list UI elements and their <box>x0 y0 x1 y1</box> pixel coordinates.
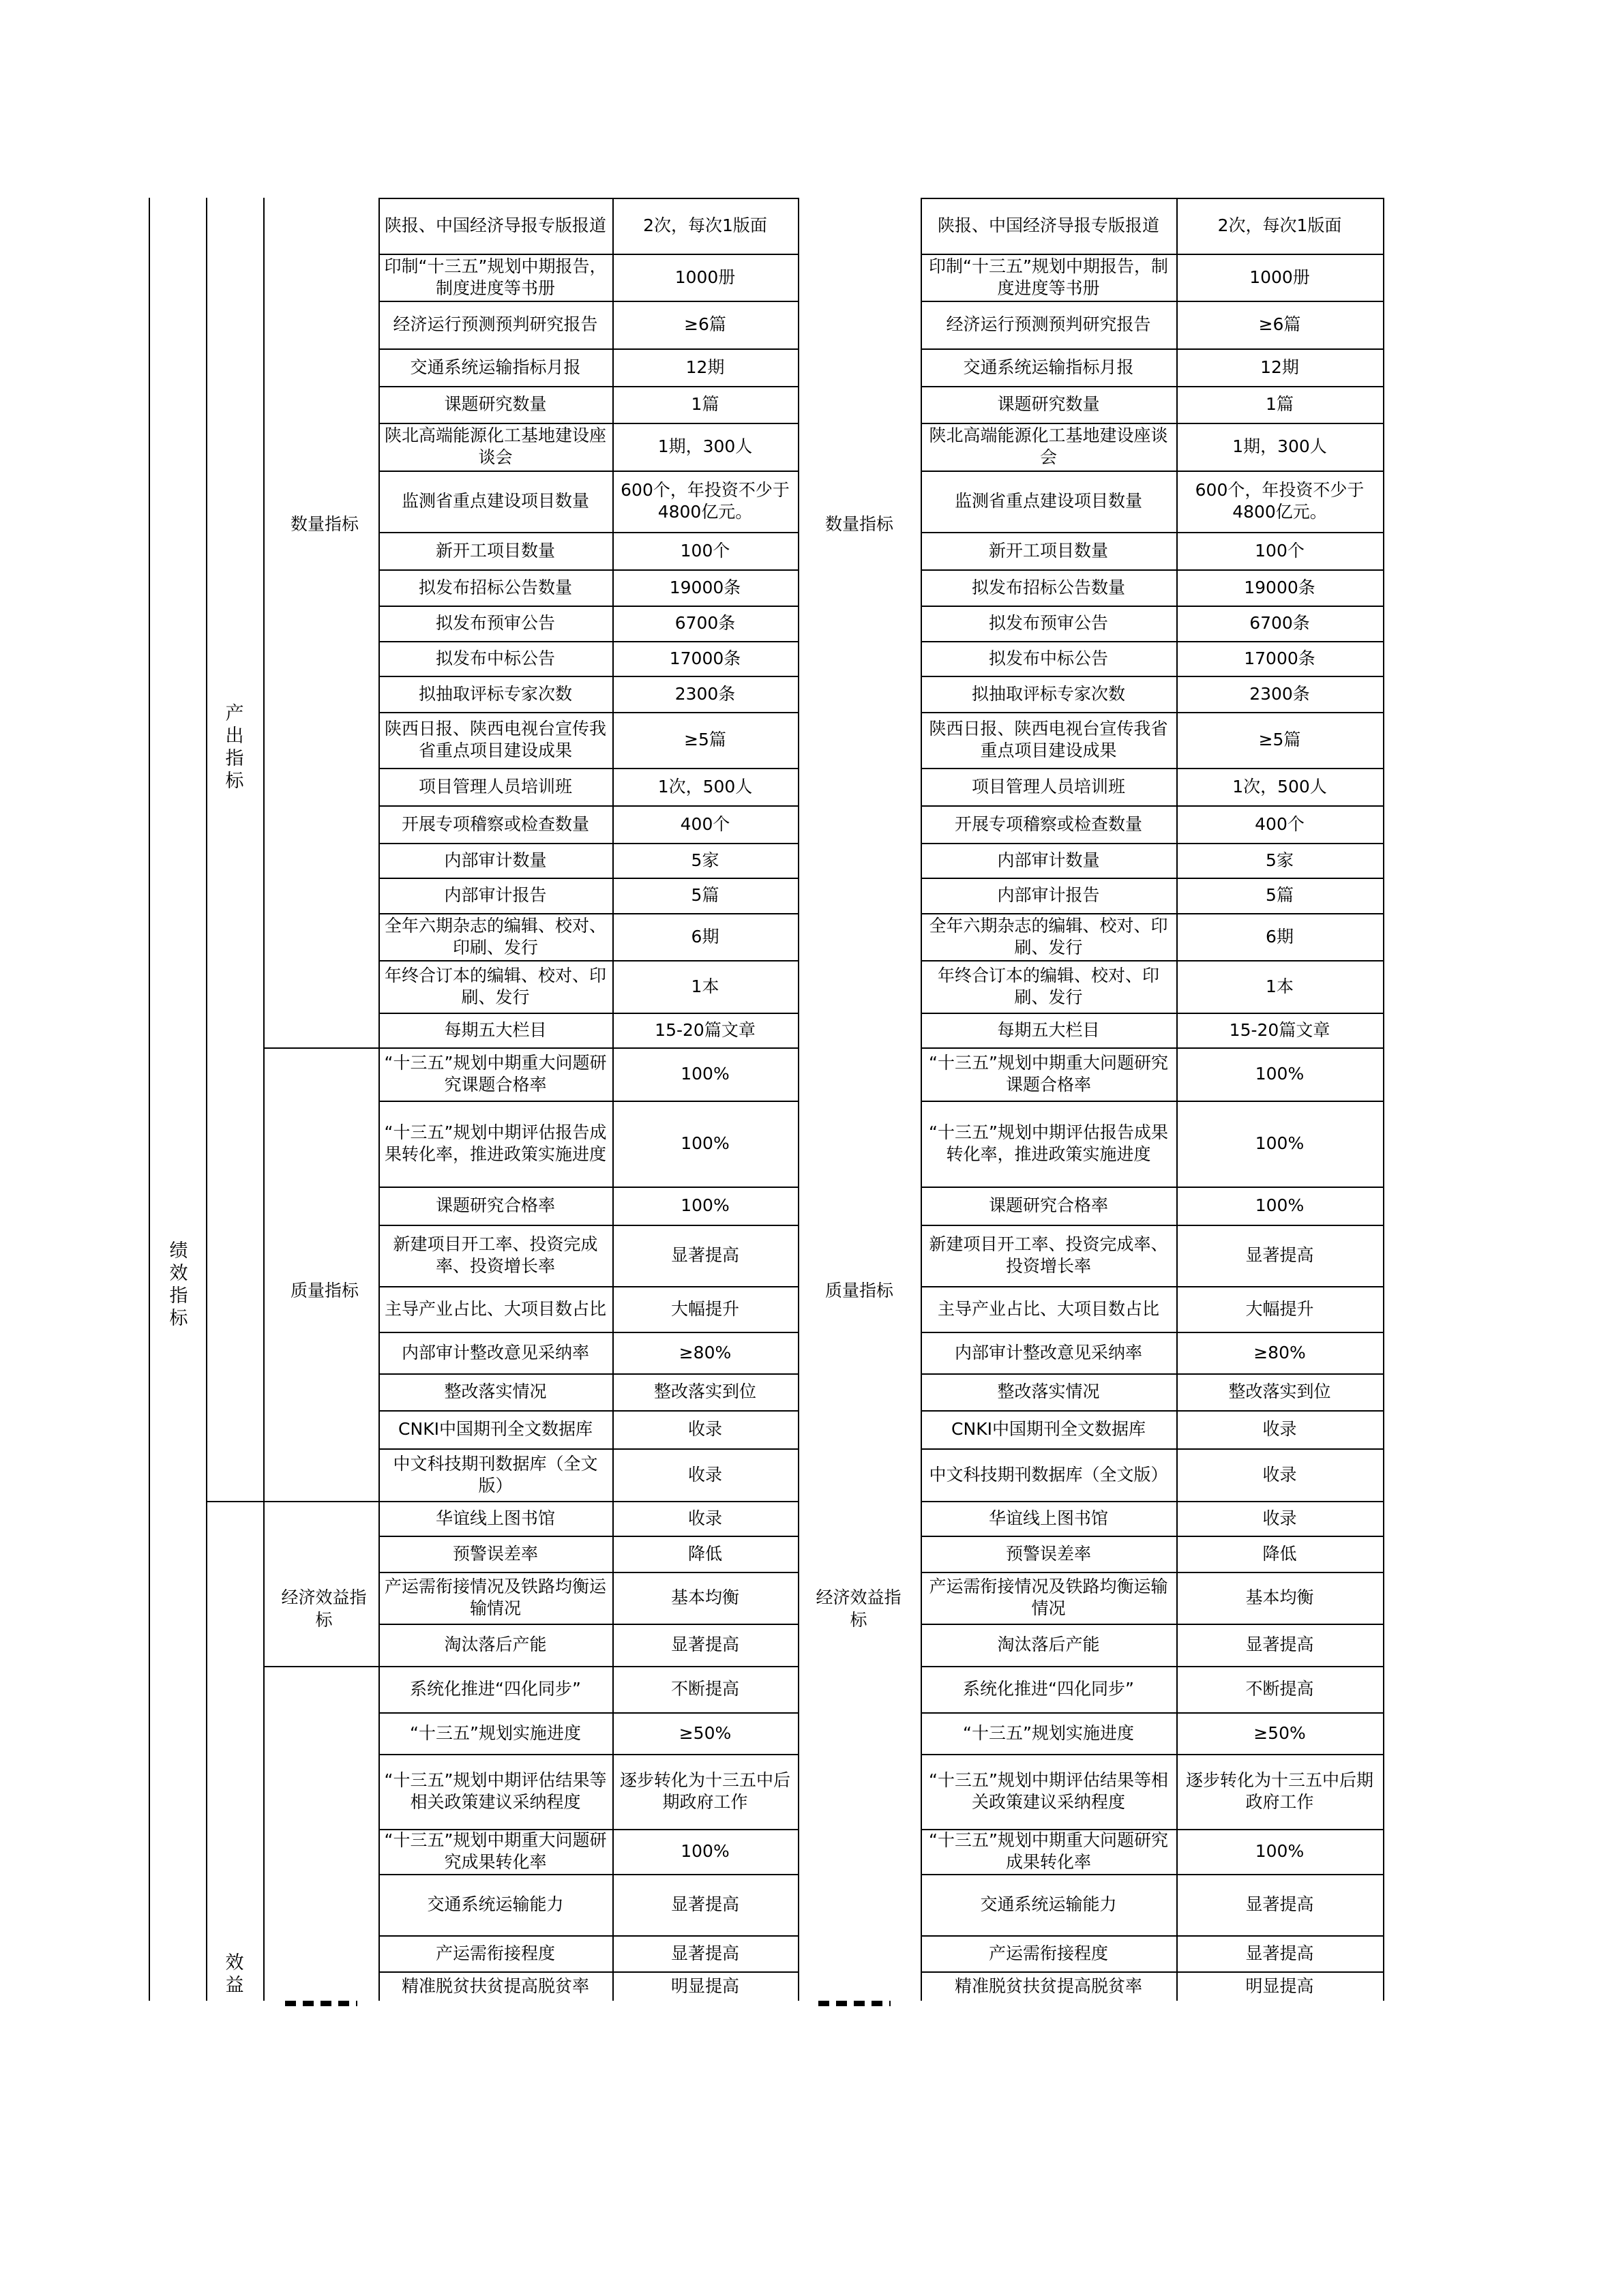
indicator-name-cell: 经济运行预测预判研究报告 <box>946 314 1151 334</box>
indicator-value-cell: 1篇 <box>691 394 719 414</box>
indicator-value-cell: ≥50% <box>1253 1723 1306 1743</box>
indicator-value-cell: 1期，300人 <box>657 436 753 456</box>
indicator-name-cell: 新建项目开工率、投资完成率、投资增长率 <box>393 1234 598 1276</box>
indicator-name-cell: 系统化推进“四化同步” <box>410 1679 581 1699</box>
indicator-value-cell: 6期 <box>1266 926 1294 946</box>
indicator-value-cell: 19000条 <box>669 577 741 597</box>
indicator-name-cell: 项目管理人员培训班 <box>418 776 572 796</box>
quantity-quality-divider <box>263 1047 378 1049</box>
quantity-indicator-label-right: 数量指标 <box>824 514 893 534</box>
indicator-value-cell: 17000条 <box>1244 648 1315 668</box>
indicator-value-cell: ≥80% <box>1253 1342 1306 1362</box>
indicator-name-cell: 监测省重点建设项目数量 <box>954 491 1142 511</box>
indicator-value-cell: 100% <box>1255 1841 1305 1861</box>
indicator-value-cell: 收录 <box>1262 1508 1297 1528</box>
indicator-value-cell: 显著提高 <box>1245 1894 1314 1914</box>
indicator-value-cell: 降低 <box>687 1543 722 1564</box>
quality-indicator-label-right: 质量指标 <box>824 1281 893 1300</box>
indicator-name-cell: 全年六期杂志的编辑、校对、印刷、发行 <box>384 915 606 957</box>
quality-indicator-label: 质量指标 <box>290 1281 359 1300</box>
indicator-name-cell: “十三五”规划实施进度 <box>410 1723 581 1743</box>
indicator-name-cell: 拟发布中标公告 <box>988 648 1108 668</box>
indicator-value-cell: 大幅提升 <box>1245 1298 1314 1319</box>
indicator-value-cell: 400个 <box>680 814 730 834</box>
indicator-name-cell: 课题研究合格率 <box>435 1195 555 1215</box>
indicator-value-cell: 100个 <box>1255 540 1305 561</box>
indicator-name-cell: 拟发布招标公告数量 <box>971 577 1125 597</box>
indicator-name-cell: 精准脱贫扶贫提高脱贫率 <box>401 1976 589 1996</box>
indicator-name-cell: 主导产业占比、大项目数占比 <box>937 1298 1159 1319</box>
indicator-value-cell: 收录 <box>1262 1419 1297 1439</box>
indicator-value-cell: 100% <box>1255 1133 1305 1153</box>
indicator-name-cell: 交通系统运输能力 <box>980 1894 1117 1914</box>
indicator-name-cell: 印制“十三五”规划中期报告，制度进度等书册 <box>929 256 1168 298</box>
indicator-value-cell: 显著提高 <box>1245 1635 1314 1654</box>
indicator-name-cell: 整改落实情况 <box>997 1382 1100 1401</box>
indicator-name-cell: “十三五”规划实施进度 <box>963 1723 1134 1743</box>
indicator-name-cell: 系统化推进“四化同步” <box>963 1679 1134 1699</box>
indicator-name-cell: 全年六期杂志的编辑、校对、印刷、发行 <box>929 915 1168 957</box>
indicator-name-cell: 开展专项稽察或检查数量 <box>954 814 1142 834</box>
indicator-name-cell: “十三五”规划中期重大问题研究课题合格率 <box>929 1053 1168 1094</box>
indicator-name-cell: 内部审计整改意见采纳率 <box>954 1342 1142 1362</box>
indicator-value-cell: 明显提高 <box>670 1976 739 1996</box>
indicator-name-cell: 淘汰落后产能 <box>444 1635 547 1654</box>
indicator-name-cell: 课题研究合格率 <box>988 1195 1108 1215</box>
indicator-value-cell: ≥5篇 <box>1258 730 1301 749</box>
output-indicator-label: 产出指标 <box>225 703 244 792</box>
indicator-name-cell: CNKI中国期刊全文数据库 <box>951 1419 1146 1439</box>
indicator-value-cell: 1篇 <box>1266 394 1294 414</box>
indicator-name-cell: 产运需衔接情况及铁路均衡运输情况 <box>384 1577 606 1618</box>
category-column-line <box>206 198 207 2001</box>
indicator-value-cell: 收录 <box>687 1464 722 1485</box>
indicator-value-cell: 不断提高 <box>670 1679 739 1699</box>
indicator-value-cell: 2次，每次1版面 <box>643 215 767 235</box>
indicator-value-cell: 1000册 <box>674 267 736 287</box>
indicator-value-cell: 1期，300人 <box>1232 436 1327 456</box>
indicator-value-cell: 100% <box>1255 1195 1305 1215</box>
indicator-name-cell: 陕北高端能源化工基地建设座谈会 <box>384 426 606 467</box>
indicator-name-cell: “十三五”规划中期评估报告成果转化率，推进政策实施进度 <box>929 1122 1168 1164</box>
economic-benefit-indicator-label: 经济效益指标 <box>281 1587 367 1630</box>
indicator-value-cell: 显著提高 <box>670 1943 739 1963</box>
indicator-value-cell: ≥80% <box>679 1342 732 1362</box>
column-line <box>1383 198 1384 2001</box>
indicator-value-cell: 1000册 <box>1249 267 1310 287</box>
indicator-value-cell: 显著提高 <box>1245 1245 1314 1265</box>
indicator-value-cell: 100% <box>681 1064 730 1084</box>
indicator-name-cell: 拟发布招标公告数量 <box>418 577 572 597</box>
indicator-value-cell: 显著提高 <box>670 1894 739 1914</box>
indicator-value-cell: 1本 <box>691 976 719 996</box>
indicator-value-cell: 降低 <box>1262 1543 1297 1564</box>
indicator-name-cell: 新建项目开工率、投资完成率、投资增长率 <box>929 1234 1168 1276</box>
indicator-value-cell: 600个，年投资不少于4800亿元。 <box>1195 480 1365 522</box>
indicator-name-cell: 陕报、中国经济导报专版报道 <box>937 215 1159 235</box>
indicator-name-cell: 交通系统运输能力 <box>427 1894 564 1914</box>
indicator-value-cell: 整改落实到位 <box>653 1382 756 1401</box>
indicator-name-cell: 每期五大栏目 <box>997 1019 1100 1040</box>
indicator-value-cell: 5篇 <box>1266 885 1294 905</box>
indicator-value-cell: 大幅提升 <box>670 1298 739 1319</box>
indicator-name-cell: 开展专项稽察或检查数量 <box>401 814 589 834</box>
benefit-indicator-label: 效益 <box>225 1952 244 1996</box>
indicator-value-cell: 基本均衡 <box>1245 1587 1314 1607</box>
outer-border-left <box>149 198 150 2001</box>
indicator-name-cell: 拟发布预审公告 <box>988 613 1108 633</box>
indicator-value-cell: 明显提高 <box>1245 1976 1314 1996</box>
indicator-value-cell: 逐步转化为十三五中后期政府工作 <box>619 1770 790 1812</box>
indicator-name-cell: 年终合订本的编辑、校对、印刷、发行 <box>384 965 606 1007</box>
indicator-name-cell: “十三五”规划中期评估报告成果转化率，推进政策实施进度 <box>384 1122 607 1164</box>
indicator-name-cell: 产运需衔接情况及铁路均衡运输情况 <box>929 1577 1168 1618</box>
indicator-name-cell: 内部审计数量 <box>997 850 1100 870</box>
indicator-value-cell: 6期 <box>691 926 719 946</box>
indicator-value-cell: 显著提高 <box>670 1245 739 1265</box>
indicator-name-cell: 新开工项目数量 <box>988 540 1108 561</box>
indicator-value-cell: 2次，每次1版面 <box>1217 215 1342 235</box>
indicator-name-cell: 主导产业占比、大项目数占比 <box>384 1298 606 1319</box>
indicator-name-cell: 拟发布预审公告 <box>435 613 555 633</box>
indicator-value-cell: 15-20篇文章 <box>655 1019 756 1040</box>
indicator-name-cell: 预警误差率 <box>1005 1543 1091 1564</box>
indicator-value-cell: 收录 <box>687 1419 722 1439</box>
indicator-name-cell: “十三五”规划中期评估结果等相关政策建议采纳程度 <box>384 1770 607 1812</box>
indicator-name-cell: 拟抽取评标专家次数 <box>418 683 572 704</box>
indicator-name-cell: “十三五”规划中期重大问题研究成果转化率 <box>929 1830 1168 1872</box>
indicator-name-cell: 淘汰落后产能 <box>997 1635 1100 1654</box>
indicator-name-cell: 陕西日报、陕西电视台宣传我省重点项目建设成果 <box>384 719 606 760</box>
indicator-value-cell: 2300条 <box>1249 683 1310 704</box>
indicator-name-cell: 产运需衔接程度 <box>435 1943 555 1963</box>
cut-off-label-fragment-left <box>285 2001 357 2006</box>
indicator-value-cell: 6700条 <box>1249 613 1310 633</box>
indicator-value-cell: 显著提高 <box>670 1635 739 1654</box>
indicator-name-cell: 华谊线上图书馆 <box>435 1508 555 1528</box>
indicator-name-cell: 产运需衔接程度 <box>988 1943 1108 1963</box>
indicator-name-cell: 课题研究数量 <box>444 394 547 414</box>
indicator-value-cell: 100% <box>681 1841 730 1861</box>
column-line <box>798 198 799 2001</box>
indicator-value-cell: 600个，年投资不少于4800亿元。 <box>621 480 790 522</box>
indicator-name-cell: 陕西日报、陕西电视台宣传我省重点项目建设成果 <box>929 719 1168 760</box>
indicator-name-cell: 陕北高端能源化工基地建设座谈会 <box>929 426 1168 467</box>
output-benefit-divider <box>206 1501 378 1502</box>
indicator-name-cell: 交通系统运输指标月报 <box>963 357 1134 377</box>
indicator-name-cell: 中文科技期刊数据库（全文版） <box>929 1464 1168 1485</box>
indicator-name-cell: 课题研究数量 <box>997 394 1100 414</box>
indicator-value-cell: ≥6篇 <box>1258 314 1301 334</box>
indicator-name-cell: 整改落实情况 <box>444 1382 547 1401</box>
indicator-name-cell: 中文科技期刊数据库（全文版） <box>393 1453 598 1495</box>
indicator-value-cell: 100% <box>681 1133 730 1153</box>
indicator-name-cell: 精准脱贫扶贫提高脱贫率 <box>954 1976 1142 1996</box>
indicator-name-cell: 监测省重点建设项目数量 <box>401 491 589 511</box>
indicator-value-cell: 整改落实到位 <box>1228 1382 1331 1401</box>
indicator-value-cell: 100% <box>681 1195 730 1215</box>
indicator-name-cell: 年终合订本的编辑、校对、印刷、发行 <box>937 965 1159 1007</box>
indicator-value-cell: 显著提高 <box>1245 1943 1314 1963</box>
indicator-value-cell: 100% <box>1255 1064 1305 1084</box>
cut-off-label-fragment-right <box>818 2001 891 2006</box>
indicator-value-cell: 6700条 <box>674 613 736 633</box>
indicator-value-cell: 15-20篇文章 <box>1229 1019 1330 1040</box>
indicator-name-cell: 内部审计数量 <box>444 850 547 870</box>
quantity-indicator-label: 数量指标 <box>290 514 359 534</box>
indicator-value-cell: 100个 <box>680 540 730 561</box>
indicator-value-cell: 12期 <box>1260 357 1299 377</box>
indicator-value-cell: 基本均衡 <box>670 1587 739 1607</box>
indicator-value-cell: 19000条 <box>1244 577 1315 597</box>
indicator-name-cell: 每期五大栏目 <box>444 1019 547 1040</box>
indicator-value-cell: 不断提高 <box>1245 1679 1314 1699</box>
indicator-name-cell: 内部审计报告 <box>997 885 1100 905</box>
indicator-value-cell: 17000条 <box>669 648 741 668</box>
indicator-value-cell: ≥5篇 <box>684 730 726 749</box>
indicator-value-cell: 1次，500人 <box>657 776 753 796</box>
group-column-line <box>263 198 265 2001</box>
indicator-name-cell: 新开工项目数量 <box>435 540 555 561</box>
indicator-name-cell: 拟抽取评标专家次数 <box>971 683 1125 704</box>
indicator-value-cell: 12期 <box>685 357 725 377</box>
indicator-name-cell: 印制“十三五”规划中期报告，制度进度等书册 <box>384 256 607 298</box>
indicator-value-cell: 收录 <box>1262 1464 1297 1485</box>
indicator-value-cell: 5篇 <box>691 885 719 905</box>
indicator-name-cell: 预警误差率 <box>452 1543 538 1564</box>
indicator-value-cell: 1次，500人 <box>1232 776 1327 796</box>
indicator-value-cell: 2300条 <box>674 683 736 704</box>
indicator-value-cell: 5家 <box>1266 850 1294 870</box>
indicator-name-cell: “十三五”规划中期重大问题研究成果转化率 <box>384 1830 607 1872</box>
indicator-name-cell: 项目管理人员培训班 <box>971 776 1125 796</box>
indicator-value-cell: ≥50% <box>679 1723 732 1743</box>
indicator-name-cell: 拟发布中标公告 <box>435 648 555 668</box>
economic-social-divider <box>263 1666 378 1667</box>
indicator-value-cell: 逐步转化为十三五中后期政府工作 <box>1185 1770 1373 1812</box>
indicator-name-cell: “十三五”规划中期评估结果等相关政策建议采纳程度 <box>929 1770 1168 1812</box>
indicator-name-cell: 陕报、中国经济导报专版报道 <box>384 215 606 235</box>
indicator-value-cell: 1本 <box>1266 976 1294 996</box>
indicator-name-cell: CNKI中国期刊全文数据库 <box>398 1419 593 1439</box>
indicator-name-cell: “十三五”规划中期重大问题研究课题合格率 <box>384 1053 607 1094</box>
indicator-name-cell: 经济运行预测预判研究报告 <box>393 314 598 334</box>
indicator-name-cell: 华谊线上图书馆 <box>988 1508 1108 1528</box>
performance-indicator-label: 绩效指标 <box>169 1240 188 1329</box>
indicator-value-cell: ≥6篇 <box>684 314 726 334</box>
indicator-name-cell: 内部审计整改意见采纳率 <box>401 1342 589 1362</box>
economic-benefit-indicator-label-right: 经济效益指标 <box>816 1587 902 1630</box>
indicator-value-cell: 400个 <box>1255 814 1305 834</box>
indicator-value-cell: 5家 <box>691 850 719 870</box>
indicator-name-cell: 交通系统运输指标月报 <box>410 357 581 377</box>
indicator-value-cell: 收录 <box>687 1508 722 1528</box>
indicator-name-cell: 内部审计报告 <box>444 885 547 905</box>
